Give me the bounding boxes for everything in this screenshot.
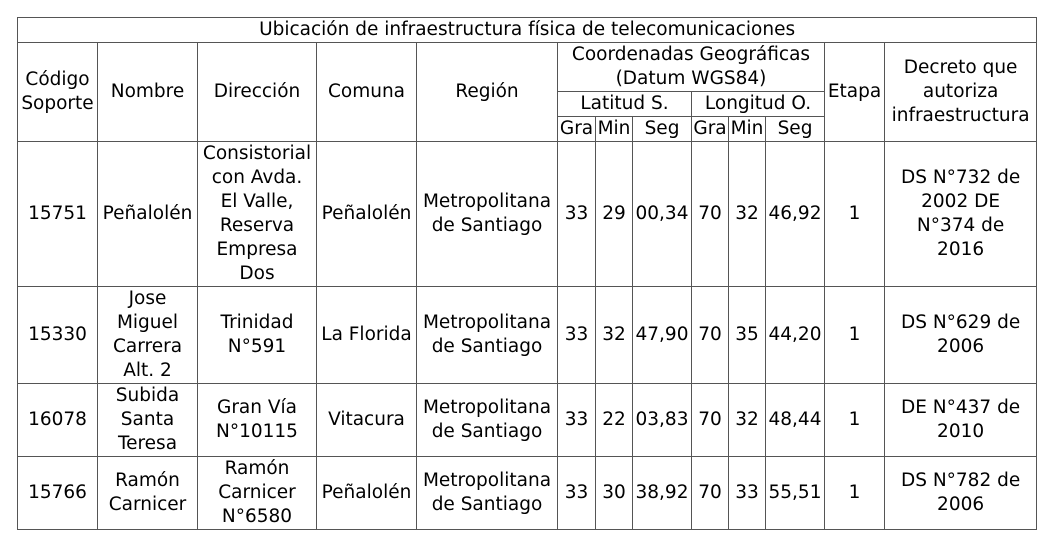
cell-decreto: DS N°732 de 2002 DE N°374 de 2016 — [885, 142, 1037, 287]
header-nombre: Nombre — [98, 43, 198, 142]
cell-etapa: 1 — [825, 457, 885, 530]
cell-lat-min: 22 — [596, 384, 633, 457]
table-row — [18, 457, 1037, 530]
cell-direccion: Gran Vía N°10115 — [198, 384, 317, 457]
cell-codigo: 16078 — [18, 384, 98, 457]
header-decreto: Decreto que autoriza infraestructura — [885, 43, 1037, 142]
table-title: Ubicación de infraestructura física de telecomunicaciones — [18, 18, 1037, 43]
cell-nombre: Ramón Carnicer — [98, 457, 198, 530]
cell-etapa: 1 — [825, 142, 885, 287]
header-lon-seg: Seg — [766, 117, 825, 142]
cell-lat-seg: 00,34 — [633, 142, 692, 287]
cell-lat-min: 30 — [596, 457, 633, 530]
cell-region: Metropolitana de Santiago — [417, 287, 558, 384]
cell-decreto: DE N°437 de 2010 — [885, 384, 1037, 457]
cell-codigo: 15766 — [18, 457, 98, 530]
header-etapa: Etapa — [825, 43, 885, 142]
cell-etapa: 1 — [825, 384, 885, 457]
header-latitud: Latitud S. — [558, 92, 692, 117]
cell-region: Metropolitana de Santiago — [417, 457, 558, 530]
cell-lon-min: 32 — [729, 142, 766, 287]
header-lat-seg: Seg — [633, 117, 692, 142]
cell-region: Metropolitana de Santiago — [417, 142, 558, 287]
cell-comuna: Vitacura — [317, 384, 417, 457]
cell-lat-gra: 33 — [558, 287, 596, 384]
cell-direccion: Ramón Carnicer N°6580 — [198, 457, 317, 530]
cell-decreto: DS N°782 de 2006 — [885, 457, 1037, 530]
cell-direccion: Trinidad N°591 — [198, 287, 317, 384]
cell-lat-min: 29 — [596, 142, 633, 287]
cell-lat-gra: 33 — [558, 142, 596, 287]
cell-comuna: Peñalolén — [317, 457, 417, 530]
cell-lon-min: 32 — [729, 384, 766, 457]
infrastructure-table — [17, 17, 1037, 530]
header-longitud: Longitud O. — [692, 92, 825, 117]
table-row — [18, 384, 1037, 457]
table-row — [18, 142, 1037, 287]
header-direccion: Dirección — [198, 43, 317, 142]
cell-lon-gra: 70 — [692, 384, 729, 457]
header-region: Región — [417, 43, 558, 142]
cell-lon-gra: 70 — [692, 457, 729, 530]
cell-lat-seg: 38,92 — [633, 457, 692, 530]
cell-lat-seg: 03,83 — [633, 384, 692, 457]
cell-comuna: Peñalolén — [317, 142, 417, 287]
header-lat-min: Min — [596, 117, 633, 142]
cell-lon-min: 35 — [729, 287, 766, 384]
cell-lon-gra: 70 — [692, 287, 729, 384]
cell-region: Metropolitana de Santiago — [417, 384, 558, 457]
cell-codigo: 15751 — [18, 142, 98, 287]
cell-nombre: Peñalolén — [98, 142, 198, 287]
table-row — [18, 287, 1037, 384]
header-lon-min: Min — [729, 117, 766, 142]
cell-lon-seg: 46,92 — [766, 142, 825, 287]
header-lat-gra: Gra — [558, 117, 596, 142]
cell-lon-seg: 44,20 — [766, 287, 825, 384]
header-lon-gra: Gra — [692, 117, 729, 142]
cell-etapa: 1 — [825, 287, 885, 384]
cell-decreto: DS N°629 de 2006 — [885, 287, 1037, 384]
cell-lat-gra: 33 — [558, 457, 596, 530]
header-codigo: Código Soporte — [18, 43, 98, 142]
cell-comuna: La Florida — [317, 287, 417, 384]
cell-nombre: Subida Santa Teresa — [98, 384, 198, 457]
cell-direccion: Consistorial con Avda. El Valle, Reserva Empresa Dos — [198, 142, 317, 287]
header-comuna: Comuna — [317, 43, 417, 142]
cell-codigo: 15330 — [18, 287, 98, 384]
cell-lon-min: 33 — [729, 457, 766, 530]
cell-lon-seg: 48,44 — [766, 384, 825, 457]
cell-lon-gra: 70 — [692, 142, 729, 287]
cell-lat-seg: 47,90 — [633, 287, 692, 384]
cell-lat-min: 32 — [596, 287, 633, 384]
cell-nombre: Jose Miguel Carrera Alt. 2 — [98, 287, 198, 384]
cell-lon-seg: 55,51 — [766, 457, 825, 530]
header-coordenadas: Coordenadas Geográficas (Datum WGS84) — [558, 43, 825, 92]
cell-lat-gra: 33 — [558, 384, 596, 457]
